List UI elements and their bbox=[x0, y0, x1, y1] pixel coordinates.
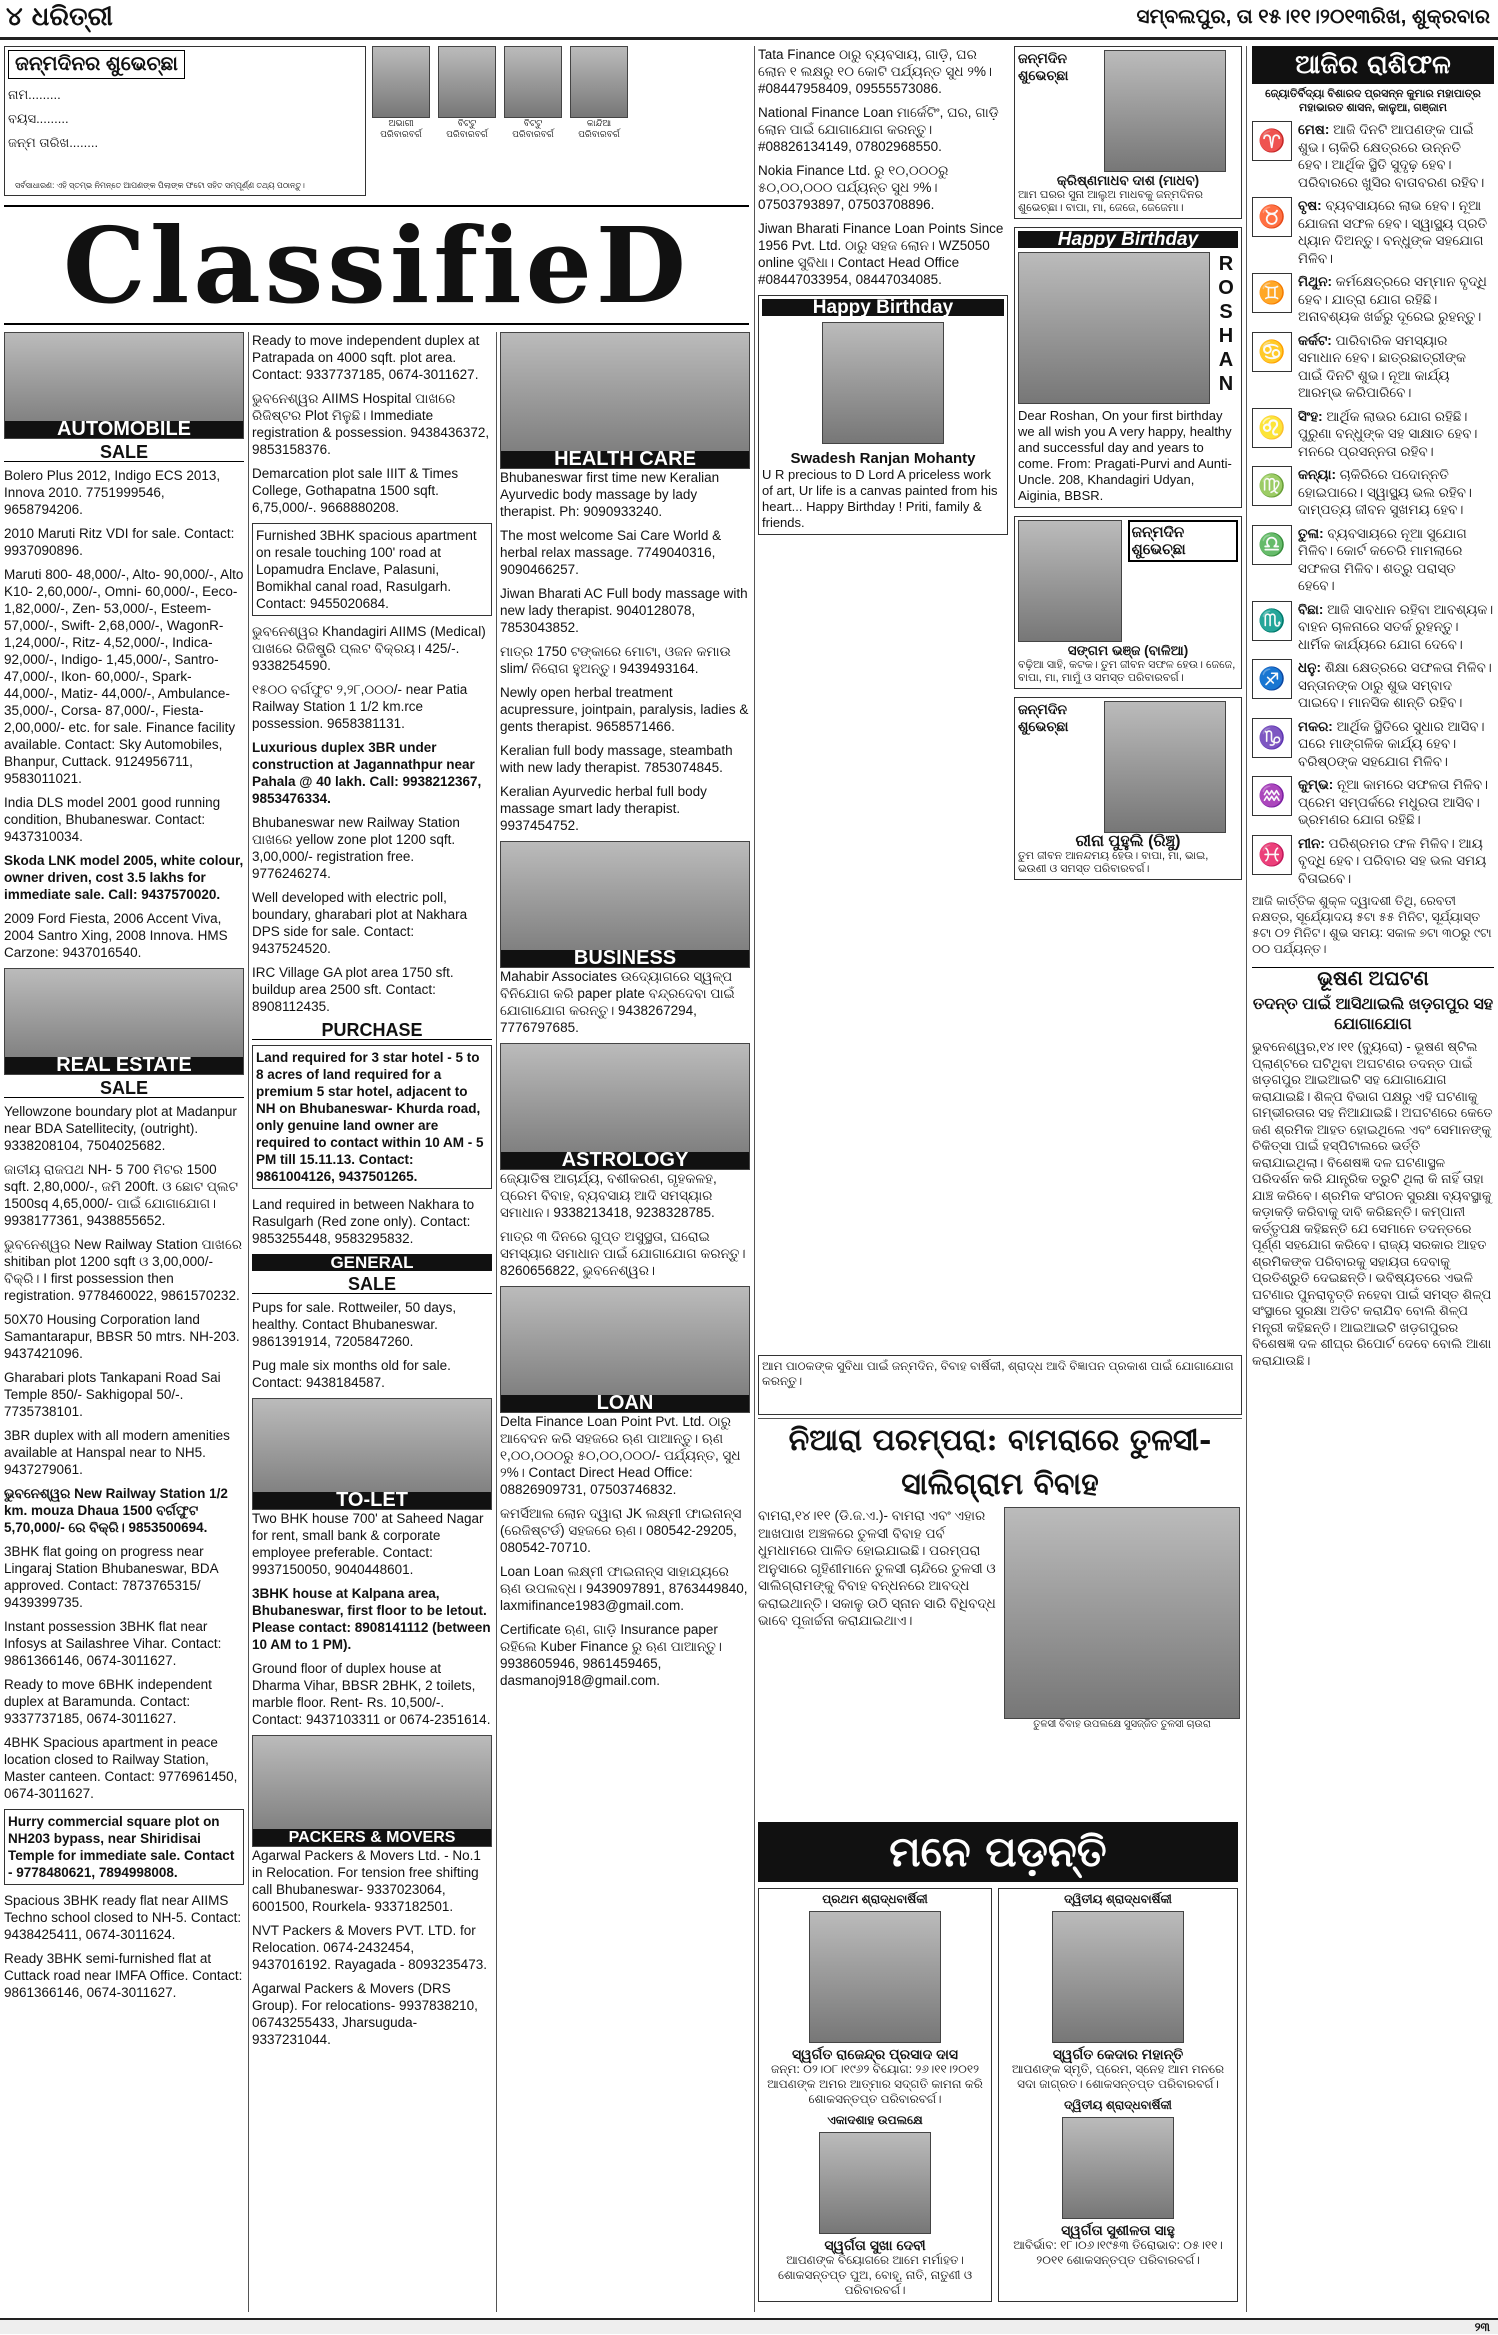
ad-item: Pups for sale. Rottweiler, 50 days, healthy. Contact Bhubaneswar. 9861391914, 7205847260. bbox=[252, 1300, 457, 1349]
automobile-label: AUTOMOBILE bbox=[5, 421, 243, 438]
rashi-text bbox=[1298, 659, 1494, 712]
general-sale-heading: SALE bbox=[252, 1276, 492, 1294]
ad-item: ଭୁବନେଶ୍ୱର New Railway Station ପାଖରେ shitiban plot 1200 sqft ଓ 3,00,000/- ବିକ୍ରି। I first possession then registration. 9778460022, 9861570232. bbox=[4, 1237, 242, 1303]
memorial-photo bbox=[819, 2132, 931, 2234]
rashi-prediction: ନୂଆ କାମରେ ସଫଳତା ମିଳିବ। ପ୍ରେମ ସମ୍ପର୍କରେ ମଧୁରତା ଆସିବ। ଭ୍ରମଣର ଯୋଗ ରହିଛି। bbox=[1298, 777, 1489, 827]
memorial-body: ଆପଣଙ୍କ ସ୍ମୃତି, ପ୍ରେମ, ସ୍ନେହ ଆମ ମନରେ ସଦା ଜାଗ୍ରତ। ଶୋକସନ୍ତପ୍ତ ପରିବାରବର୍ଗ। bbox=[1011, 2062, 1225, 2091]
column-property-general bbox=[252, 332, 492, 2312]
rashi-prediction: ପାରିବାରିକ ସମସ୍ୟାର ସମାଧାନ ହେବ। ଛାତ୍ରଛାତ୍ରୀଙ୍କ ପାଇଁ ଦିନଟି ଶୁଭ। ନୂଆ କାର୍ଯ୍ୟ ଆରମ୍ଭ କରିପାରିବେ। bbox=[1298, 332, 1467, 400]
birthday-wish-rina bbox=[1014, 697, 1242, 880]
ad-item: Keralian full body massage, steambath with new lady therapist. 7853074845. bbox=[500, 743, 733, 775]
rashi-name: ମକର: bbox=[1298, 718, 1333, 734]
rashi-item bbox=[1252, 525, 1494, 595]
rashi-prediction: ଶିକ୍ଷା କ୍ଷେତ୍ରରେ ସଫଳତା ମିଳିବ। ସନ୍ତାନଙ୍କ ଠାରୁ ଶୁଭ ସମ୍ବାଦ ପାଇବେ। ମାନସିକ ଶାନ୍ତି ରହିବ। bbox=[1298, 660, 1492, 710]
zodiac-icon: ♎ bbox=[1252, 525, 1292, 565]
business-label: BUSINESS bbox=[501, 950, 749, 967]
tolet-label: TO-LET bbox=[253, 1492, 491, 1509]
ad-item: Agarwal Packers & Movers (DRS Group). For relocations- 9937838210, 06743255433, Jharsuguda- 9337231044. bbox=[252, 1981, 478, 2047]
memorial-name: ସ୍ୱର୍ଗତା ସୁଖା ଦେବୀ bbox=[824, 2237, 926, 2253]
news-photo bbox=[1004, 1507, 1240, 1719]
rashi-item bbox=[1252, 718, 1494, 771]
rashi-text bbox=[1298, 601, 1494, 654]
memorial-name: ସ୍ୱର୍ଗତା ସୁଶୀଳତା ସାହୁ bbox=[1061, 2222, 1175, 2238]
memorial-header: ଏକାଦଶାହ ଉପଲକ୍ଷେ bbox=[827, 2113, 923, 2127]
rashi-item bbox=[1252, 776, 1494, 829]
memorial-card bbox=[758, 1888, 992, 2302]
rashifal-title: ଆଜିର ରାଶିଫଳ bbox=[1252, 46, 1494, 84]
ad-item: NVT Packers & Movers PVT. LTD. for Relocation. 0674-2432454, 9437016192. Rayagada - 8093235473. bbox=[252, 1923, 487, 1972]
kid-caption: ଅଭାଗୀ ପରିବାରବର୍ଗ bbox=[380, 118, 422, 139]
ad-item: Newly open herbal treatment acupressure, jointpain, paralysis, ladies & gents therapist. 9658571466. bbox=[500, 685, 749, 734]
kid-caption: କାନ୍ଦିଆ ପରିବାରବର୍ଗ bbox=[578, 118, 620, 139]
ad-item: Furnished 3BHK spacious apartment on resale touching 100' road at Lopamudra Enclave, Palasuni, Bomikhal canal road, Rasulgarh. Contact: 9455020684. bbox=[252, 523, 492, 616]
kid-photo bbox=[372, 46, 430, 118]
purchase-heading: PURCHASE bbox=[252, 1022, 492, 1040]
ad-item: ମାତ୍ର ୩ ଦିନରେ ଗୁପ୍ତ ଅସୁସ୍ଥତା, ଘରୋଇ ସମସ୍ୟାର ସମାଧାନ ପାଇଁ ଯୋଗାଯୋଗ କରନ୍ତୁ। 8260656822, ଭୁବନେଶ୍ୱର। bbox=[500, 1229, 746, 1278]
business-image bbox=[500, 841, 750, 968]
ad-item: Bolero Plus 2012, Indigo ECS 2013, Innova 2010. 7751999546, 9658794206. bbox=[4, 468, 221, 517]
news-headline: ନିଆରା ପରମ୍ପରା: ବାମରାରେ ତୁଳସୀ-ସାଲିଗ୍ରାମ ବିବାହ bbox=[788, 1423, 1212, 1502]
column-automobile-realestate bbox=[4, 332, 244, 2312]
ad-item: 4BHK Spacious apartment in peace location closed to Railway Station, Master canteen. Contact: 9776961450, 0674-3011627. bbox=[4, 1735, 238, 1801]
wish-body: ବଢ଼ିଆ ସାହି, କଟକ। ତୁମ ଜୀବନ ସଫଳ ହେଉ। ଜେଜେ, ବାପା, ମା, ମାମୁଁ ଓ ସମସ୍ତ ପରିବାରବର୍ଗ। bbox=[1018, 659, 1236, 684]
ad-item: Keralian Ayurvedic herbal full body massage smart lady therapist. 9937454752. bbox=[500, 784, 707, 833]
ad-item: The most welcome Sai Care World & herbal relax massage. 7749040316, 9090466257. bbox=[500, 528, 722, 577]
memorial-photo bbox=[809, 1911, 941, 2043]
rashi-name: ତୁଳା: bbox=[1298, 525, 1324, 541]
rashi-text bbox=[1298, 197, 1494, 267]
rashi-list bbox=[1252, 121, 1494, 887]
ad-item: Land required for 3 star hotel - 5 to 8 acres of land required for a premium 5 star hotel, adjacent to NH on Bhubaneswar- Khurda road, only genuine land owner are required to contact within 10 AM - 5 PM till 15.11.13. Contact: 9861004126, 9437501265. bbox=[252, 1045, 492, 1189]
ad-item: Luxurious duplex 3BR under construction at Jagannathpur near Pahala @ 40 lakh. Call: 9938212367, 9853476334. bbox=[252, 740, 482, 806]
memorial-card bbox=[998, 1888, 1238, 2302]
ad-item: Instant possession 3BHK flat near Infosys at Sailashree Vihar. Contact: 9861366146, 0674-3011627. bbox=[4, 1619, 222, 1668]
hb-title: Happy Birthday bbox=[762, 299, 1004, 316]
ad-item: 3BR duplex with all modern amenities available at Hanspal near to NH5. 9437279061. bbox=[4, 1428, 230, 1477]
ad-item: Jiwan Bharati AC Full body massage with new lady therapist. 9040128078, 7853043852. bbox=[500, 586, 748, 635]
ad-item: Bhubaneswar first time new Keralian Ayurvedic body massage by lady therapist. Ph: 9090933240. bbox=[500, 470, 720, 519]
ad-item: IRC Village GA plot area 1750 sft. buildup area 2500 sft. Contact: 8908112435. bbox=[252, 965, 454, 1014]
birthday-form-title: ଜନ୍ମଦିନର ଶୁଭେଚ୍ଛା bbox=[8, 50, 185, 79]
wish-name: କ୍ରିଷ୍ଣମାଧବ ଦାଶ (ମାଧବ) bbox=[1056, 173, 1200, 188]
memorial-header: ପ୍ରଥମ ଶ୍ରାଦ୍ଧବାର୍ଷିକୀ bbox=[822, 1892, 928, 1906]
ad-item: Spacious 3BHK ready flat near AIIMS Techno school closed to NH-5. Contact: 9438425411, 0674-3011624. bbox=[4, 1893, 242, 1942]
rashi-prediction: ବ୍ୟବସାୟରେ ଲାଭ ହେବ। ନୂଆ ଯୋଜନା ସଫଳ ହେବ। ସ୍ୱାସ୍ଥ୍ୟ ପ୍ରତି ଧ୍ୟାନ ଦିଅନ୍ତୁ। ବନ୍ଧୁଙ୍କ ସହଯୋଗ ମିଳିବ। bbox=[1298, 198, 1488, 266]
panji-text: ଆଜି କାର୍ତ୍ତିକ ଶୁକ୍ଳ ଦ୍ୱାଦଶୀ ତିଥି, ରେବତୀ ନକ୍ଷତ୍ର, ସୂର୍ଯ୍ୟୋଦୟ ୫ଟା ୫୫ ମିନିଟ, ସୂର୍ଯ୍ୟାସ୍ତ ୫ଟା ୦୨ ମିନିଟ। ଶୁଭ ସମୟ: ସକାଳ ୭ଟା ୩୦ରୁ ୯ଟା ୦୦ ପର୍ଯ୍ୟନ୍ତ। bbox=[1252, 894, 1492, 956]
rashi-prediction: ଆର୍ଥିକ ଲାଭର ଯୋଗ ରହିଛି। ପୁରୁଣା ବନ୍ଧୁଙ୍କ ସହ ସାକ୍ଷାତ ହେବ। ମନରେ ପ୍ରସନ୍ନତା ରହିବ। bbox=[1298, 408, 1478, 459]
rashi-prediction: ପରିଶ୍ରମର ଫଳ ମିଳିବ। ଆୟ ବୃଦ୍ଧି ହେବ। ପରିବାର ସହ ଭଲ ସମୟ ବିତାଇବେ। bbox=[1298, 835, 1487, 886]
kid-photo bbox=[438, 46, 496, 118]
rashi-item bbox=[1252, 601, 1494, 654]
rashi-text bbox=[1298, 525, 1494, 595]
ad-item: Agarwal Packers & Movers Ltd. - No.1 in Relocation. For tension free shifting call Bhubaneswar- 9337023064, 6001500, Rourkela- 9337182501. bbox=[252, 1848, 481, 1914]
rashi-item bbox=[1252, 466, 1494, 519]
ad-item: Tata Finance ଠାରୁ ବ୍ୟବସାୟ, ଗାଡ଼ି, ଘର ଲୋନ ୧ ଲକ୍ଷରୁ ୧୦ କୋଟି ପର୍ଯ୍ୟନ୍ତ ସୁଧ ୨%। #08447958409, 09555573086. bbox=[758, 47, 993, 96]
hb-photo bbox=[1018, 252, 1210, 404]
ad-item: Hurry commercial square plot on NH203 bypass, near Shiridisai Temple for immediate sale. Contact - 9778480621, 7894998008. bbox=[4, 1809, 244, 1885]
memorial-header: ଦ୍ୱିତୀୟ ଶ୍ରାଦ୍ଧବାର୍ଷିକୀ bbox=[1064, 2098, 1172, 2112]
ad-item: Pug male six months old for sale. Contact: 9438184587. bbox=[252, 1358, 451, 1390]
ad-item: ୧୫୦୦ ବର୍ଗଫୁଟ ୨,୨୮,୦୦୦/- near Patia Railway Station 1 1/2 km.rce possession. 9658381131. bbox=[252, 682, 468, 731]
ad-item: Demarcation plot sale IIIT & Times College, Gothapatna 1500 sqft. 6,75,000/-. 9668880208. bbox=[252, 466, 459, 515]
zodiac-icon: ♍ bbox=[1252, 466, 1292, 506]
rashi-prediction: କର୍ମକ୍ଷେତ୍ରରେ ସମ୍ମାନ ବୃଦ୍ଧି ହେବ। ଯାତ୍ରା ଯୋଗ ରହିଛି। ଅନାବଶ୍ୟକ ଖର୍ଚ୍ଚରୁ ଦୂରେଇ ରୁହନ୍ତୁ। bbox=[1298, 274, 1487, 324]
news-tulsi-vivah bbox=[758, 1418, 1242, 1813]
rashi-prediction: ବ୍ୟବସାୟରେ ନୂଆ ସୁଯୋଗ ମିଳିବ। କୋର୍ଟ କଚେରି ମାମଲାରେ ସଫଳତା ମିଳିବ। ଶତ୍ରୁ ପରାସ୍ତ ହେବେ। bbox=[1298, 525, 1467, 593]
ad-item: 50X70 Housing Corporation land Samantarapur, BBSR 50 mtrs. NH-203. 9437421096. bbox=[4, 1312, 240, 1361]
ad-item: Ground floor of duplex house at Dharma Vihar, BBSR 2BHK, 2 toilets, marble floor. Rent- Rs. 10,500/-. Contact: 9437103311 or 0674-2351614. bbox=[252, 1661, 491, 1727]
rashi-name: ବୃଷ: bbox=[1298, 198, 1322, 213]
memorial-photo bbox=[1062, 2117, 1174, 2219]
ad-item: Ready to move 6BHK independent duplex at Baramunda. Contact: 9337737185, 0674-3011627. bbox=[4, 1677, 212, 1726]
ad-item: Maruti 800- 48,000/-, Alto- 90,000/-, Alto K10- 2,60,000/-, Omni- 60,000/-, Eeco- 1,82,000/-, Zen- 53,000/-, Esteem- 57,000/-, Swift- 2,68,000/-, WagonR- 1,24,000/-, Ritz- 4,52,000/-, Indica- 92,000/-, Indigo- 1,45,000/-, Santro- 47,000/-, Ikon- 60,000/-, Spark- 44,000/-, Matiz- 44,000/-, Ambulance- 35,000/-, Corsa- 87,000/-, Fiesta- 2,00,000/- etc. for sale. Finance facility available. Contact: Sky Automobiles, Bhanpur, Cuttack. 9124956711, 9583011021. bbox=[4, 567, 244, 786]
wish-name: ରୀନା ପୁହୁଲି (ରିଞ୍ଚୁ) bbox=[1075, 833, 1181, 850]
page-header bbox=[0, 0, 1498, 40]
rashi-name: ସିଂହ: bbox=[1298, 408, 1323, 424]
ad-item: Certificate ଋଣ, ଗାଡ଼ି Insurance paper ରହିଲେ Kuber Finance ରୁ ଋଣ ପାଆନ୍ତୁ। 9938605946, 9861459465, dasmanoj918@gmail.com. bbox=[500, 1622, 722, 1688]
ad-item: Ready to move independent duplex at Patrapada on 4000 sqft. plot area. Contact: 9337737185, 0674-3011627. bbox=[252, 333, 480, 382]
memorial-body: ଆପଣଙ୍କ ବିୟୋଗରେ ଆମେ ମର୍ମାହତ। ଶୋକସନ୍ତପ୍ତ ପୁଅ, ବୋହୂ, ନାତି, ନାତୁଣୀ ଓ ପରିବାରବର୍ଗ। bbox=[777, 2253, 973, 2297]
hb-message: U R precious to D Lord A priceless work of art, Ur life is a canvas painted from his heart... Happy Birthday ! Priti, family & friends. bbox=[762, 467, 998, 530]
hb-name: Swadesh Ranjan Mohanty bbox=[790, 450, 976, 467]
ad-item: Loan Loan ଲକ୍ଷ୍ମୀ ଫାଇନାନ୍ସ ସାହାଯ୍ୟରେ ଋଣ ଉପଲବ୍ଧ। 9439097891, 8763449840, laxmifinance1983@gmail.com. bbox=[500, 1564, 748, 1613]
wish-photo bbox=[1104, 701, 1226, 833]
ad-item: Yellowzone boundary plot at Madanpur near BDA Satellitecity, (outright). 9338208104, 7504025682. bbox=[4, 1104, 237, 1153]
rashi-item bbox=[1252, 273, 1494, 326]
memorial-name: ସ୍ୱର୍ଗତ ରାଜେନ୍ଦ୍ର ପ୍ରସାଦ ଦାସ bbox=[791, 2046, 959, 2062]
kid-caption: ବିଟ୍ଟୁ ପରିବାରବର୍ଗ bbox=[446, 118, 488, 139]
column-wishes bbox=[1014, 46, 1242, 1406]
wish-name: ସଙ୍ଗମ ଭଞ୍ଜ (ବାଳିଆ) bbox=[1067, 643, 1189, 658]
rashi-prediction: ଆର୍ଥିକ ସ୍ଥିତିରେ ସୁଧାର ଆସିବ। ଘରେ ମାଙ୍ଗଳିକ କାର୍ଯ୍ୟ ହେବ। ବରିଷ୍ଠଙ୍କ ସହଯୋଗ ମିଳିବ। bbox=[1298, 718, 1485, 769]
rashi-name: ମିଥୁନ: bbox=[1298, 274, 1332, 289]
sale-heading: SALE bbox=[4, 1080, 244, 1098]
tolet-image bbox=[252, 1398, 492, 1510]
birthday-wish-madhab bbox=[1014, 46, 1242, 219]
wish-title: ଜନ୍ମଦିନ ଶୁଭେଚ୍ଛା bbox=[1018, 701, 1069, 734]
zodiac-icon: ♐ bbox=[1252, 659, 1292, 699]
rashi-name: କର୍କଟ: bbox=[1298, 332, 1332, 348]
page-number: ୪ ଧରିତ୍ରୀ bbox=[6, 2, 113, 32]
news-headline-kicker: ଭୂଷଣ ଅଘଟଣ bbox=[1252, 967, 1494, 991]
ad-item: Ready 3BHK semi-furnished flat at Cuttack road near IMFA Office. Contact: 9861366146, 0674-3011627. bbox=[4, 1951, 243, 2000]
rashi-prediction: ଚାକିରିରେ ପଦୋନ୍ନତି ହୋଇପାରେ। ସ୍ୱାସ୍ଥ୍ୟ ଭଲ ରହିବ। ଦାମ୍ପତ୍ୟ ଜୀବନ ସୁଖମୟ ହେବ। bbox=[1298, 467, 1473, 517]
ad-item: ଭୁବନେଶ୍ୱର AIIMS Hospital ପାଖରେ ରିଜିଷ୍ଟର Plot ମିଳୁଛି। Immediate registration & possession. 9438436372, 9853158376. bbox=[252, 391, 490, 457]
form-field-age[interactable]: ବୟସ......... bbox=[8, 111, 69, 126]
news-body: ଭୁବନେଶ୍ୱର,୧୪।୧୧ (ବ୍ୟୁରୋ) - ଭୂଷଣ ଷ୍ଟିଲ ପ୍ଲାଣ୍ଟରେ ଘଟିଥିବା ଅଘଟଣର ତଦନ୍ତ ପାଇଁ ଖଡ଼ଗପୁର ଆଇଆଇଟି ସହ ଯୋଗାଯୋଗ କରାଯାଇଛି। ଶିଳ୍ପ ବିଭାଗ ପକ୍ଷରୁ ଏହି ଘଟଣାକୁ ଗମ୍ଭୀରତାର ସହ ନିଆଯାଇଛି। ଅଘଟଣରେ କେତେ ଜଣ ଶ୍ରମିକ ଆହତ ହୋଇଥିଲେ ଏବଂ ସେମାନଙ୍କୁ ଚିକିତ୍ସା ପାଇଁ ହସ୍ପିଟାଲରେ ଭର୍ତ୍ତି କରାଯାଇଥିଲା। ବିଶେଷଜ୍ଞ ଦଳ ଘଟଣାସ୍ଥଳ ପରିଦର୍ଶନ କରି ଯାନ୍ତ୍ରିକ ତ୍ରୁଟି ଥିଲା କି ନାହିଁ ତାହା ଯାଞ୍ଚ କରିବେ। ଶ୍ରମିକ ସଂଗଠନ ସୁରକ୍ଷା ବ୍ୟବସ୍ଥାକୁ କଡ଼ାକଡ଼ି କରିବାକୁ ଦାବି କରିଛନ୍ତି। କମ୍ପାନୀ କର୍ତ୍ତୃପକ୍ଷ କହିଛନ୍ତି ଯେ ସେମାନେ ତଦନ୍ତରେ ପୂର୍ଣ୍ଣ ସହଯୋଗ କରିବେ। ରାଜ୍ୟ ସରକାର ଆହତ ଶ୍ରମିକଙ୍କ ପରିବାରକୁ ସହାୟତା ଦେବାକୁ ପ୍ରତିଶ୍ରୁତି ଦେଇଛନ୍ତି। ଭବିଷ୍ୟତରେ ଏଭଳି ଘଟଣାର ପୁନରାବୃତ୍ତି ନହେବା ପାଇଁ ସମସ୍ତ ଶିଳ୍ପ ସଂସ୍ଥାରେ ସୁରକ୍ଷା ଅଡିଟ କରାଯିବ ବୋଲି ଶିଳ୍ପ ମନ୍ତ୍ରୀ କହିଛନ୍ତି। ଆଇଆଇଟି ଖଡ଼ଗପୁରର ବିଶେଷଜ୍ଞ ଦଳ ଶୀଘ୍ର ରିପୋର୍ଟ ଦେବେ ବୋଲି ଆଶା କରାଯାଉଛି। bbox=[1252, 1039, 1493, 1368]
happy-birthday-roshan bbox=[1014, 227, 1242, 508]
birthday-form-note: ସର୍ବସାଧାରଣ: ଏହି ସ୍ତମ୍ଭ ନିମନ୍ତେ ଆପଣଙ୍କ ପିଲାଙ୍କ ଫଟୋ ସହିତ ସମ୍ପୂର୍ଣ୍ଣ ତଥ୍ୟ ପଠାନ୍ତୁ। bbox=[15, 181, 305, 190]
ad-item: 3BHK house at Kalpana area, Bhubaneswar, first floor to be letout. Please contact: 8908141112 (between 10 AM to 1 PM). bbox=[252, 1586, 491, 1652]
memorial-body: ଆବିର୍ଭାବ: ୧୮।୦୬।୧୯୫୩ ତିରୋଭାବ: ୦୫।୧୧।୨୦୧୧ ଶୋକସନ୍ତପ୍ତ ପରିବାରବର୍ଗ। bbox=[1013, 2238, 1223, 2267]
ad-item: Well developed with electric poll, boundary, gharabari plot at Nakhara DPS side for sale. Contact: 9437524520. bbox=[252, 890, 468, 956]
packers-image bbox=[252, 1735, 492, 1847]
memorial-name: ସ୍ୱର୍ଗତ କେଦାର ମହାନ୍ତି bbox=[1052, 2046, 1184, 2062]
ad-item: ଭୁବନେଶ୍ୱର New Railway Station 1/2 km. mouza Dhaua 1500 ବର୍ଗଫୁଟ 5,70,000/- ରେ ବିକ୍ରି। 9853500694. bbox=[4, 1486, 228, 1535]
news-photo-caption: ତୁଳସୀ ବିବାହ ଉପଲକ୍ଷେ ସୁସଜ୍ଜିତ ତୁଳସୀ ଚାଉରା bbox=[1033, 1719, 1211, 1730]
healthcare-label: HEALTH CARE bbox=[501, 451, 749, 468]
news-headline: ତଦନ୍ତ ପାଇଁ ଆସିଥାଇଲି ଖଡ଼ଗପୁର ସହ ଯୋଗାଯୋଗ bbox=[1252, 996, 1494, 1033]
wish-title: ଜନ୍ମଦିନ ଶୁଭେଚ୍ଛା bbox=[1128, 520, 1238, 562]
realestate-label: REAL ESTATE bbox=[5, 1057, 243, 1074]
ad-item: ଜାତୀୟ ରାଜପଥ NH- 5 700 ମିଟର 1500 sqft. 2,80,000/-, ଜମି 200ft. ଓ ଛୋଟ ପ୍ଲଟ 1500sq 4,65,000/- ପାଇଁ ଯୋଗାଯୋଗ। 9938177361, 9438855652. bbox=[4, 1162, 239, 1228]
memorial-title: ମନେ ପଡ଼ନ୍ତି bbox=[758, 1822, 1238, 1882]
zodiac-icon: ♉ bbox=[1252, 197, 1292, 237]
memorial-photo bbox=[1052, 1911, 1184, 2043]
astrology-label: ASTROLOGY bbox=[501, 1152, 749, 1169]
hb-vertical-name: ROSHAN bbox=[1218, 253, 1234, 395]
general-heading: GENERAL bbox=[252, 1254, 492, 1271]
rashi-text bbox=[1298, 121, 1494, 191]
wish-photo bbox=[1018, 520, 1122, 642]
classified-title: ClassifieD bbox=[4, 205, 749, 325]
sale-heading: SALE bbox=[4, 444, 244, 462]
hb-photo bbox=[822, 322, 944, 444]
zodiac-icon: ♑ bbox=[1252, 718, 1292, 758]
rashi-item bbox=[1252, 408, 1494, 461]
rashi-text bbox=[1298, 408, 1494, 461]
wish-title: ଜନ୍ମଦିନ ଶୁଭେଚ୍ଛା bbox=[1018, 50, 1069, 83]
ad-item: Jiwan Bharati Finance Loan Points Since 1956 Pvt. Ltd. ଠାରୁ ସହଜ ଲୋନ। WZ5050 online ସୁବିଧା। Contact Head Office #08447033954, 08447034085. bbox=[758, 221, 1004, 287]
rashi-text bbox=[1298, 273, 1494, 326]
rashi-text bbox=[1298, 718, 1494, 771]
rashi-prediction: ଆଜି ସାବଧାନ ରହିବା ଆବଶ୍ୟକ। ବାହନ ଚାଳନାରେ ସତର୍କ ରୁହନ୍ତୁ। ଧାର୍ମିକ କାର୍ଯ୍ୟରେ ଯୋଗ ଦେବେ। bbox=[1298, 601, 1494, 652]
rashi-text bbox=[1298, 835, 1494, 888]
rashi-name: କନ୍ୟା: bbox=[1298, 467, 1336, 482]
rashi-text bbox=[1298, 332, 1494, 402]
wish-body: ଆମ ଘରର ସୁନା ଆଲୁଅ ମାଧବକୁ ଜନ୍ମଦିନର ଶୁଭେଚ୍ଛା। ବାପା, ମା, ଜେଜେ, ଜେଜେମା। bbox=[1018, 189, 1203, 214]
column-rashifal bbox=[1252, 46, 1494, 2312]
happy-birthday-swadesh bbox=[758, 295, 1008, 535]
rashi-item bbox=[1252, 332, 1494, 402]
form-field-dob[interactable]: ଜନ୍ମ ତାରିଖ........ bbox=[8, 135, 99, 150]
zodiac-icon: ♊ bbox=[1252, 273, 1292, 313]
automobile-image bbox=[4, 332, 244, 439]
zodiac-icon: ♈ bbox=[1252, 121, 1292, 161]
zodiac-icon: ♏ bbox=[1252, 601, 1292, 641]
ad-item: ଜ୍ୟୋତିଷ ଆଚାର୍ଯ୍ୟ, ବଶୀକରଣ, ଗୃହକଳହ, ପ୍ରେମ ବିବାହ, ବ୍ୟବସାୟ ଆଦି ସମସ୍ୟାର ସମାଧାନ। 9338213418, 9238328785. bbox=[500, 1171, 717, 1220]
hb-title: Happy Birthday bbox=[1018, 231, 1238, 248]
rashi-item bbox=[1252, 197, 1494, 267]
rashi-item bbox=[1252, 659, 1494, 712]
rashi-item bbox=[1252, 835, 1494, 888]
zodiac-icon: ♋ bbox=[1252, 332, 1292, 372]
reader-notice: ଆମ ପାଠକଙ୍କ ସୁବିଧା ପାଇଁ ଜନ୍ମଦିନ, ବିବାହ ବାର୍ଷିକୀ, ଶ୍ରାଦ୍ଧ ଆଦି ବିଜ୍ଞାପନ ପ୍ରକାଶ ପାଇଁ ଯୋଗାଯୋଗ କରନ୍ତୁ। bbox=[758, 1355, 1242, 1415]
ad-item: ଭୁବନେଶ୍ୱର Khandagiri AIIMS (Medical) ପାଖରେ ରିଜିଷ୍ଟ୍ରି ପ୍ଲଟ ବିକ୍ରୟ। 425/-. 9338254590. bbox=[252, 624, 486, 673]
zodiac-icon: ♒ bbox=[1252, 776, 1292, 816]
zodiac-icon: ♓ bbox=[1252, 835, 1292, 875]
rashi-name: ମୀନ: bbox=[1298, 835, 1325, 851]
ad-item: Mahabir Associates ଉଦ୍ୟୋଗରେ ସ୍ୱଳ୍ପ ବିନିଯୋଗ କରି paper plate ବନ୍ଦ୍ରଦେବା ପାଇଁ ଯୋଗାଯୋଗ କରନ୍ତୁ। 9438267294, 7776797685. bbox=[500, 969, 735, 1035]
rashi-name: ବିଛା: bbox=[1298, 601, 1324, 617]
page-date: ସମ୍ବଲପୁର, ତା ୧୫।୧୧।୨୦୧୩ରିଖ, ଶୁକ୍ରବାର bbox=[1136, 6, 1490, 28]
rashi-name: କୁମ୍ଭ: bbox=[1298, 777, 1334, 792]
rashi-name: ଧନୁ: bbox=[1298, 660, 1321, 675]
ad-item: Delta Finance Loan Point Pvt. Ltd. ଠାରୁ ଆବେଦନ କରି ସହଜରେ ଋଣ ପାଆନ୍ତୁ। ଋଣ ୧,୦୦,୦୦୦ରୁ ୫୦,୦୦,୦୦୦/- ପର୍ଯ୍ୟନ୍ତ, ସୁଧ ୨%। Contact Direct Head Office: 08826909731, 07503746832. bbox=[500, 1414, 741, 1497]
birthday-form bbox=[4, 46, 366, 196]
astrology-image bbox=[500, 1043, 750, 1170]
ad-item: Gharabari plots Tankapani Road Sai Temple 850/- Sakhigopal 50/-. 7735738101. bbox=[4, 1370, 221, 1419]
ad-item: 3BHK flat going on progress near Lingaraj Station Bhubaneswar, BDA approved. Contact: 7873765315/ 9439399735. bbox=[4, 1544, 218, 1610]
rashi-text bbox=[1298, 466, 1494, 519]
loan-image bbox=[500, 1286, 750, 1413]
packers-label: PACKERS & MOVERS bbox=[253, 1829, 491, 1846]
memorial-header: ଦ୍ୱିତୀୟ ଶ୍ରାଦ୍ଧବାର୍ଷିକୀ bbox=[1064, 1892, 1172, 1906]
birthday-wish-sangam bbox=[1014, 516, 1242, 689]
ad-item: 2010 Maruti Ritz VDI for sale. Contact: 9937090896. bbox=[4, 526, 235, 558]
ad-item: National Finance Loan ମାର୍କେଟିଂ, ଘର, ଗାଡ଼ି ଲୋନ ପାଇଁ ଯୋଗାଯୋଗ କରନ୍ତୁ। #08826134149, 07802968550. bbox=[758, 105, 999, 154]
hb-message: Dear Roshan, On your first birthday we all wish you A very happy, healthy and successful day and years to come. From: Pragati-Purvi and Aunti-Uncle. 208, Khandagiri Udyan, Aiginia, BBSR. bbox=[1018, 408, 1232, 503]
kid-caption: ବିଟ୍ଟୁ ପରିବାରବର୍ଗ bbox=[512, 118, 554, 139]
column-services bbox=[500, 332, 750, 2312]
rashi-prediction: ଆଜି ଦିନଟି ଆପଣଙ୍କ ପାଇଁ ଶୁଭ। ଚାକିରି କ୍ଷେତ୍ରରେ ଉନ୍ନତି ହେବ। ଆର୍ଥିକ ସ୍ଥିତି ସୁଦୃଢ଼ ହେବ। ପରିବାରରେ ଖୁସିର ବାତାବରଣ ରହିବ। bbox=[1298, 122, 1485, 190]
rashi-item bbox=[1252, 121, 1494, 191]
column-finance bbox=[758, 46, 1008, 1036]
ad-item: Two BHK house 700' at Saheed Nagar for rent, small bank & corporate employee preferable. Contact: 9937150050, 9040448601. bbox=[252, 1511, 484, 1577]
ad-item: Land required in between Nakhara to Rasulgarh (Red zone only). Contact: 9853255448, 9583295832. bbox=[252, 1197, 475, 1246]
news-body: ବାମରା,୧୪।୧୧ (ଡି.ଜ.ଏ.)- ବାମରା ଏବଂ ଏହାର ଆଖପାଖ ଅଞ୍ଚଳରେ ତୁଳସୀ ବିବାହ ପର୍ବ ଧୁମଧାମରେ ପାଳିତ ହୋଇଯାଇଛି। ପରମ୍ପରା ଅନୁସାରେ ଗୃହିଣୀମାନେ ତୁଳସୀ ଚାନ୍ଦିରେ ତୁଳସୀ ଓ ସାଲିଗ୍ରାମଙ୍କୁ ବିବାହ ବନ୍ଧନରେ ଆବଦ୍ଧ କରାଇଥାନ୍ତି। ସକାଳୁ ଉଠି ସ୍ନାନ ସାରି ବିଧିବଦ୍ଧ ଭାବେ ପୂଜାର୍ଚ୍ଚନା କରାଯାଇଥାଏ। bbox=[758, 1508, 996, 1628]
zodiac-icon: ♌ bbox=[1252, 408, 1292, 448]
realestate-image bbox=[4, 968, 244, 1075]
ad-item: India DLS model 2001 good running condition, Bhubaneswar. Contact: 9437310034. bbox=[4, 795, 221, 844]
memorial-body: ଜନ୍ମ: ୦୨।୦୮।୧୯୬୨ ବିୟୋଗ: ୨୬।୧୧।୨୦୧୨ ଆପଣଙ୍କ ଅମର ଆତ୍ମାର ସଦ୍‌ଗତି କାମନା କରି ଶୋକସନ୍ତପ୍ତ ପରିବାରବର୍ଗ। bbox=[767, 2062, 983, 2106]
rashifal-author: ଜ୍ୟୋତିର୍ବିଦ୍ୟା ବିଶାରଦ ପ୍ରସନ୍ନ କୁମାର ମହାପାତ୍ର ମହାଭାରତ ଶାସନ, କାଳୁଆ, ଗଞ୍ଜାମ bbox=[1265, 88, 1481, 114]
page-footer bbox=[0, 2318, 1498, 2334]
rashi-text bbox=[1298, 776, 1494, 829]
ad-item: ମାତ୍ର 1750 ଟଙ୍କାରେ ମୋଟା, ଓଜନ କମାଉ slim/ ନିରୋଗ ହୁଅନ୍ତୁ। 9439493164. bbox=[500, 644, 731, 676]
wish-photo bbox=[1104, 50, 1226, 172]
memorial-section bbox=[758, 1822, 1238, 2312]
ad-item: କମର୍ସିଆଲ ଲୋନ ଦ୍ୱାରା JK ଲକ୍ଷ୍ମୀ ଫାଇନାନ୍ସ (ରେଜିଷ୍ଟର୍ଡ) ସହଜରେ ଋଣ। 080542-29205, 080542-70710. bbox=[500, 1506, 742, 1555]
footer-page-number: ୨୩ bbox=[1474, 2320, 1490, 2334]
form-field-name[interactable]: ନାମ......... bbox=[8, 87, 61, 102]
ad-item: 2009 Ford Fiesta, 2006 Accent Viva, 2004 Santro Xing, 2008 Innova. HMS Carzone: 9437016540. bbox=[4, 911, 228, 960]
loan-label: LOAN bbox=[501, 1395, 749, 1412]
ad-item: Nokia Finance Ltd. ରୁ ୧୦,୦୦୦ରୁ ୫୦,୦୦,୦୦୦ ପର୍ଯ୍ୟନ୍ତ ସୁଧ ୨%। 07503793897, 07503708896. bbox=[758, 163, 949, 212]
ad-item: Skoda LNK model 2005, white colour, owner driven, cost 3.5 lakhs for immediate sale. Call: 9437570020. bbox=[4, 853, 244, 902]
rashi-name: ମେଷ: bbox=[1298, 122, 1330, 137]
ad-item: Bhubaneswar new Railway Station ପାଖରେ yellow zone plot 1200 sqft. 3,00,000/- registration free. 9776246274. bbox=[252, 815, 460, 881]
healthcare-image bbox=[500, 332, 750, 469]
kid-photo bbox=[570, 46, 628, 118]
kid-photo bbox=[504, 46, 562, 118]
wish-body: ତୁମ ଜୀବନ ଆନନ୍ଦମୟ ହେଉ। ବାପା, ମା, ଭାଇ, ଭଉଣୀ ଓ ସମସ୍ତ ପରିବାରବର୍ଗ। bbox=[1018, 850, 1209, 875]
birthday-kids bbox=[372, 46, 632, 196]
